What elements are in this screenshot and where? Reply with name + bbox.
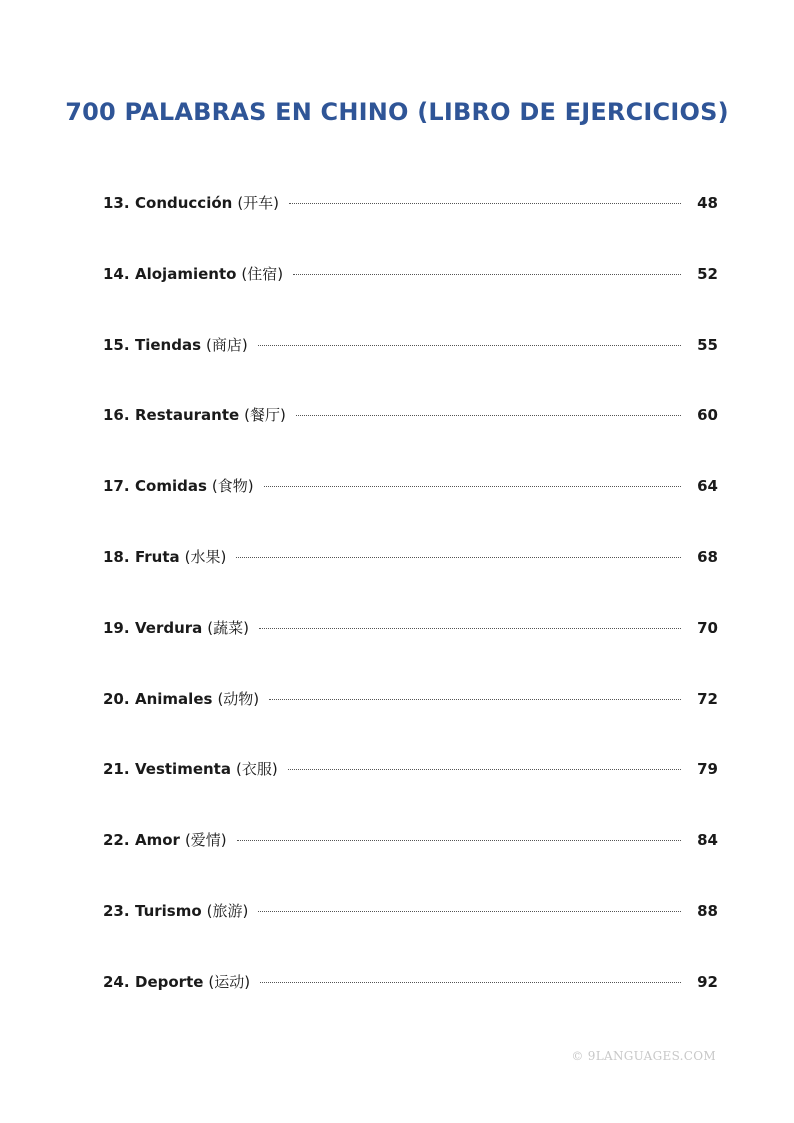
toc-entry[interactable]	[103, 687, 718, 758]
toc-entry[interactable]	[103, 757, 718, 828]
toc-entry-number: 14.	[103, 264, 130, 283]
toc-entry-page: 79	[697, 760, 718, 779]
dot-leader	[293, 273, 681, 275]
toc-entry-page: 70	[697, 618, 718, 637]
copyright-footer: © 9LANGUAGES.COM	[571, 1049, 716, 1063]
toc-entry-number: 23.	[103, 901, 130, 920]
dot-leader	[260, 981, 681, 983]
toc-entry-title: Turismo	[135, 901, 202, 920]
toc-entry-chinese: (旅游)	[206, 901, 249, 920]
toc-entry-page: 72	[697, 689, 718, 708]
toc-entry-number: 16.	[103, 406, 130, 425]
toc-entry[interactable]	[103, 970, 718, 1041]
toc-entry[interactable]	[103, 474, 718, 545]
toc-entry-page: 64	[697, 477, 718, 496]
toc-entry-page: 52	[697, 264, 718, 283]
toc-entry[interactable]	[103, 333, 718, 404]
dot-leader	[236, 556, 681, 558]
toc-entry-number: 22.	[103, 831, 130, 850]
toc-entry-number: 13.	[103, 194, 130, 212]
dot-leader	[264, 485, 682, 487]
toc-entry-title: Comidas	[135, 477, 207, 496]
toc-entry-chinese: (运动)	[208, 972, 251, 991]
toc-entry-chinese: (餐厅)	[244, 406, 286, 425]
toc-entry[interactable]	[103, 828, 718, 899]
toc-entry-chinese: (蔬菜)	[207, 618, 250, 637]
toc-entry-chinese: (水果)	[184, 547, 227, 566]
toc-entry-title: Animales	[135, 689, 213, 708]
toc-entry-number: 21.	[103, 760, 130, 779]
toc-entry-chinese: (动物)	[217, 689, 260, 708]
toc-entry-chinese: (爱情)	[184, 831, 227, 850]
toc-entry-chinese: (食物)	[211, 477, 254, 496]
dot-leader	[288, 768, 681, 770]
dot-leader	[258, 910, 681, 912]
toc-entry[interactable]	[103, 616, 718, 687]
toc-entry-page: 92	[697, 972, 718, 991]
page-title: 700 PALABRAS EN CHINO (LIBRO DE EJERCICIOS)	[65, 98, 729, 127]
dot-leader	[269, 698, 681, 700]
toc-entry-title: Vestimenta	[135, 760, 231, 779]
toc-entry-title: Verdura	[135, 618, 203, 637]
toc-entry-title: Fruta	[135, 547, 180, 566]
toc-entry-page: 68	[697, 547, 718, 566]
toc-entry[interactable]	[103, 899, 718, 970]
toc-entry-title: Deporte	[135, 972, 204, 991]
dot-leader	[289, 202, 681, 204]
toc-entry-number: 17.	[103, 477, 130, 496]
toc-entry-number: 24.	[103, 972, 130, 991]
toc-entry-page: 88	[697, 901, 718, 920]
toc-entry-chinese: (开车)	[237, 194, 280, 212]
toc-entry-page: 55	[697, 335, 718, 354]
toc-entry-chinese: (住宿)	[241, 264, 284, 283]
toc-entry[interactable]	[103, 545, 718, 616]
toc-entry-number: 20.	[103, 689, 130, 708]
toc-entry-title: Amor	[135, 831, 180, 850]
toc-entry-title: Restaurante	[135, 406, 240, 425]
toc-entry-title: Conducción	[135, 194, 233, 212]
toc-entry-chinese: (衣服)	[235, 760, 278, 779]
toc-entry-page: 60	[697, 406, 718, 425]
toc-entry-title: Tiendas	[135, 335, 202, 354]
toc-entry-page: 48	[697, 194, 718, 212]
toc-entry[interactable]	[103, 262, 718, 333]
toc-entry-page: 84	[697, 831, 718, 850]
dot-leader	[258, 344, 681, 346]
toc-entry[interactable]	[103, 403, 718, 474]
dot-leader	[296, 414, 681, 416]
toc-entry[interactable]	[103, 191, 718, 262]
toc-entry-title: Alojamiento	[135, 264, 237, 283]
toc-entry-number: 15.	[103, 335, 130, 354]
dot-leader	[259, 627, 681, 629]
toc-entry-number: 19.	[103, 618, 130, 637]
dot-leader	[237, 839, 681, 841]
toc-entry-number: 18.	[103, 547, 130, 566]
table-of-contents	[103, 191, 718, 1041]
toc-entry-chinese: (商店)	[206, 335, 248, 354]
